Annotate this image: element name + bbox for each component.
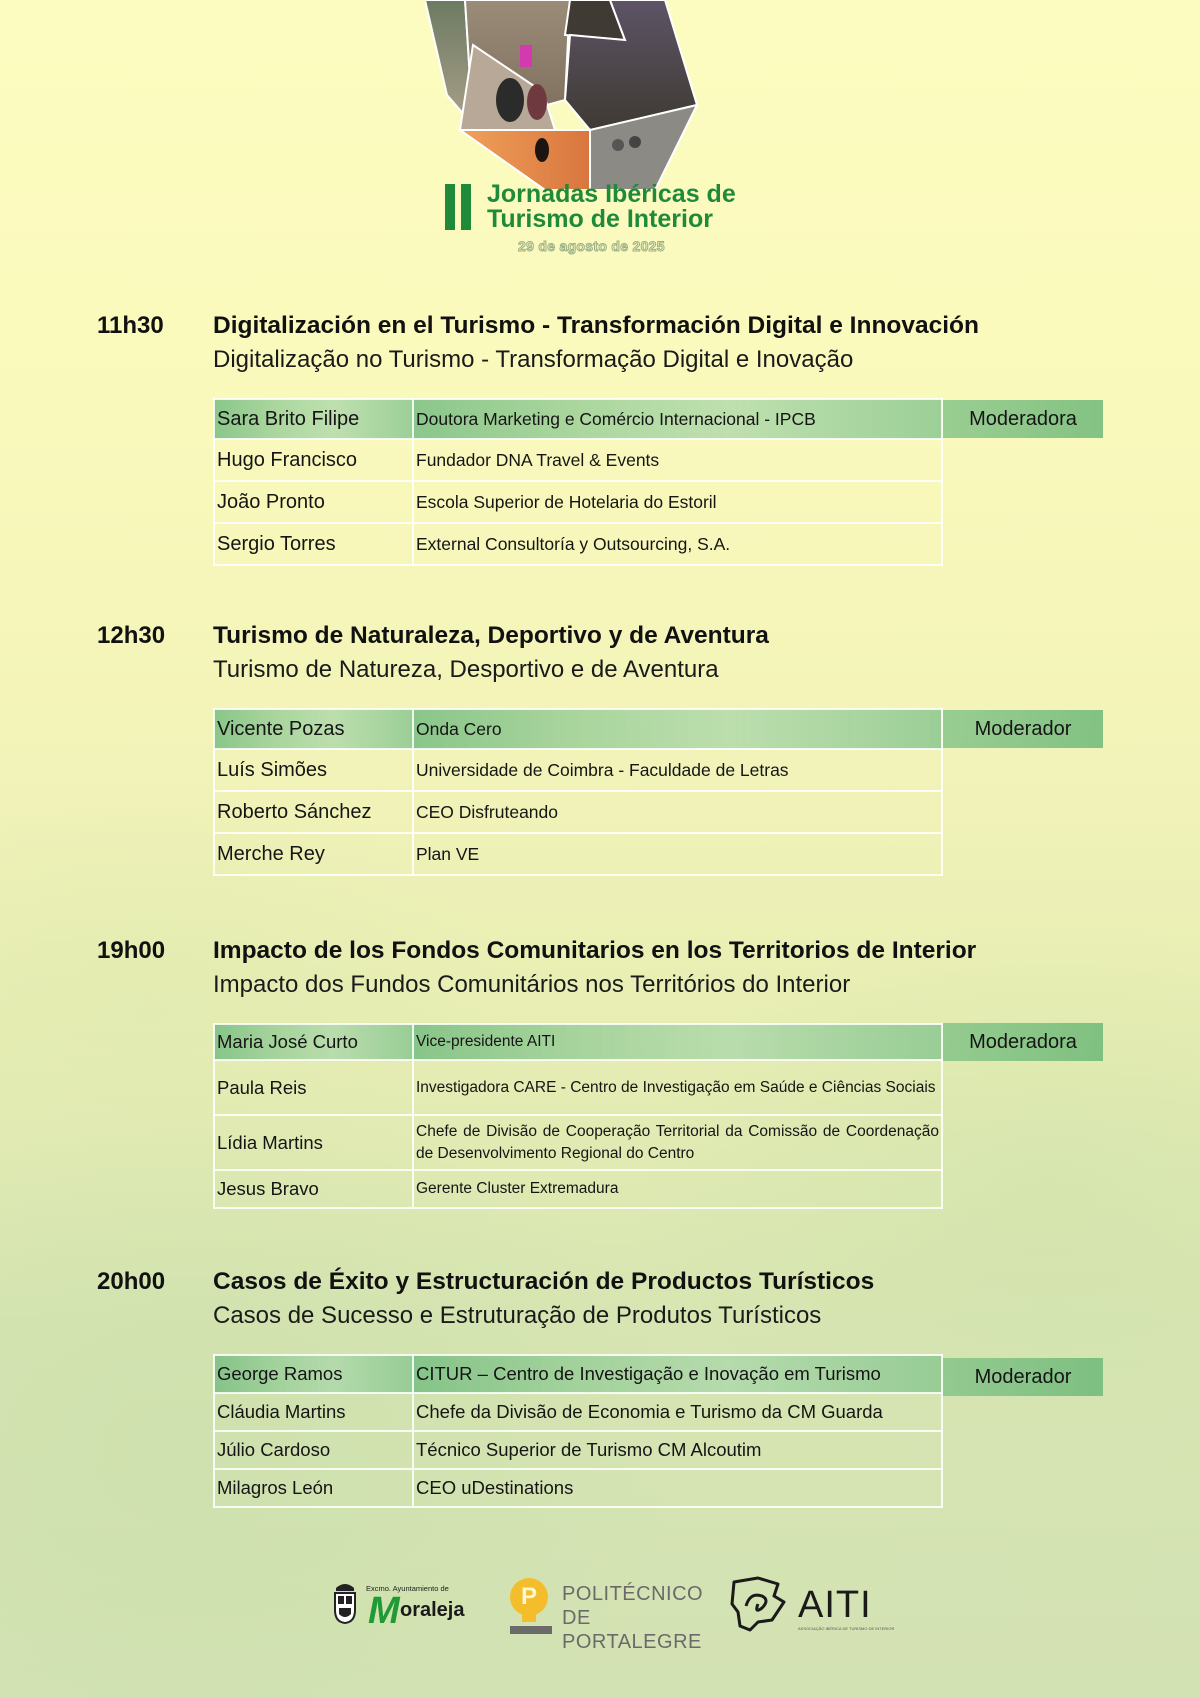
coat-of-arms-icon (332, 1580, 358, 1624)
table-row-moderator (214, 709, 942, 749)
session-title-pt: Turismo de Natureza, Desportivo e de Aventura (213, 656, 719, 683)
participant-affiliation: Gerente Cluster Extremadura (413, 1170, 942, 1208)
table-row (214, 1431, 942, 1469)
table-row-moderator (214, 399, 942, 439)
session-time: 19h00 (97, 937, 166, 964)
portalegre-p-icon: P (510, 1578, 548, 1616)
table-row (214, 439, 942, 481)
event-title (445, 182, 775, 232)
participants-table (213, 1354, 943, 1508)
photo-collage-image (425, 0, 745, 190)
moraleja-logo: Excmo. Ayuntamiento de M oraleja (330, 1574, 480, 1644)
participant-name: Sergio Torres (214, 523, 413, 565)
participant-affiliation: External Consultoría y Outsourcing, S.A. (413, 523, 942, 565)
politecnico-portalegre-logo: P POLITÉCNICO DE PORTALEGRE (510, 1574, 710, 1644)
table-row (214, 481, 942, 523)
session-title-es: Casos de Éxito y Estructuración de Productos Turísticos (213, 1268, 875, 1295)
participant-affiliation: Técnico Superior de Turismo CM Alcoutim (413, 1431, 942, 1469)
participant-affiliation: Investigadora CARE - Centro de Investigação em Saúde e Ciências Sociais (413, 1060, 942, 1115)
participants-table (213, 1023, 943, 1209)
event-date: 29 de agosto de 2025 (518, 238, 665, 254)
table-row (214, 1115, 942, 1170)
participants-table (213, 398, 943, 566)
participant-name: Hugo Francisco (214, 439, 413, 481)
participant-name: Roberto Sánchez (214, 791, 413, 833)
session-time: 11h30 (97, 312, 164, 339)
moderator-role-badge: Moderadora (943, 1023, 1103, 1061)
table-row (214, 1060, 942, 1115)
participant-affiliation: Vice-presidente AITI (413, 1024, 942, 1060)
table-row (214, 1469, 942, 1507)
table-row (214, 791, 942, 833)
table-row (214, 1170, 942, 1208)
table-row (214, 1393, 942, 1431)
table-row-moderator (214, 1355, 942, 1393)
participant-name: Luís Simões (214, 749, 413, 791)
session-time: 20h00 (97, 1268, 166, 1295)
session-time: 12h30 (97, 622, 166, 649)
table-row (214, 749, 942, 791)
moderator-role-badge: Moderadora (943, 400, 1103, 438)
participant-name: Maria José Curto (214, 1024, 413, 1060)
participant-name: Milagros León (214, 1469, 413, 1507)
participant-name: Júlio Cardoso (214, 1431, 413, 1469)
event-title-line-2: Turismo de Interior (487, 205, 713, 233)
participant-name: Cláudia Martins (214, 1393, 413, 1431)
session-title-es: Digitalización en el Turismo - Transformación Digital e Innovación (213, 312, 979, 339)
participant-affiliation: CEO uDestinations (413, 1469, 942, 1507)
participant-name: Sara Brito Filipe (214, 399, 413, 439)
table-row (214, 833, 942, 875)
participant-name: Paula Reis (214, 1060, 413, 1115)
session-title-es: Turismo de Naturaleza, Deportivo y de Aventura (213, 622, 769, 649)
participant-name: Vicente Pozas (214, 709, 413, 749)
session-title-pt: Impacto dos Fundos Comunitários nos Territórios do Interior (213, 971, 851, 998)
participant-affiliation: Escola Superior de Hotelaria do Estoril (413, 481, 942, 523)
participant-name: Jesus Bravo (214, 1170, 413, 1208)
participant-affiliation: Plan VE (413, 833, 942, 875)
participant-name: Lídia Martins (214, 1115, 413, 1170)
participant-affiliation: Onda Cero (413, 709, 942, 749)
session-title-pt: Digitalização no Turismo - Transformação Digital e Inovação (213, 346, 854, 373)
participant-affiliation: Fundador DNA Travel & Events (413, 439, 942, 481)
event-title-line-1: Jornadas Ibéricas de (487, 180, 736, 208)
aiti-logo: AITI ASSOCIAÇÃO IBÉRICA DE TURISMO DE INTERIOR (728, 1574, 868, 1644)
participant-name: João Pronto (214, 481, 413, 523)
participant-affiliation: CEO Disfruteando (413, 791, 942, 833)
session-title-es: Impacto de los Fondos Comunitarios en los Territorios de Interior (213, 937, 977, 964)
participant-name: George Ramos (214, 1355, 413, 1393)
sponsor-logos (330, 1574, 895, 1653)
participants-table (213, 708, 943, 876)
moderator-role-badge: Moderador (943, 1358, 1103, 1396)
iberia-map-icon (728, 1576, 792, 1632)
participant-name: Merche Rey (214, 833, 413, 875)
edition-numeral (445, 184, 477, 230)
moderator-role-badge: Moderador (943, 710, 1103, 748)
participant-affiliation: CITUR – Centro de Investigação e Inovação em Turismo (413, 1355, 942, 1393)
session-title-pt: Casos de Sucesso e Estruturação de Produtos Turísticos (213, 1302, 822, 1329)
hero-collage (425, 0, 745, 200)
table-row-moderator (214, 1024, 942, 1060)
participant-affiliation: Universidade de Coimbra - Faculdade de Letras (413, 749, 942, 791)
participant-affiliation: Doutora Marketing e Comércio Internacional - IPCB (413, 399, 942, 439)
participant-affiliation: Chefe de Divisão de Cooperação Territorial da Comissão de Coordenação de Desenvolvimento Regional do Centro (413, 1115, 942, 1170)
participant-affiliation: Chefe da Divisão de Economia e Turismo da CM Guarda (413, 1393, 942, 1431)
table-row (214, 523, 942, 565)
